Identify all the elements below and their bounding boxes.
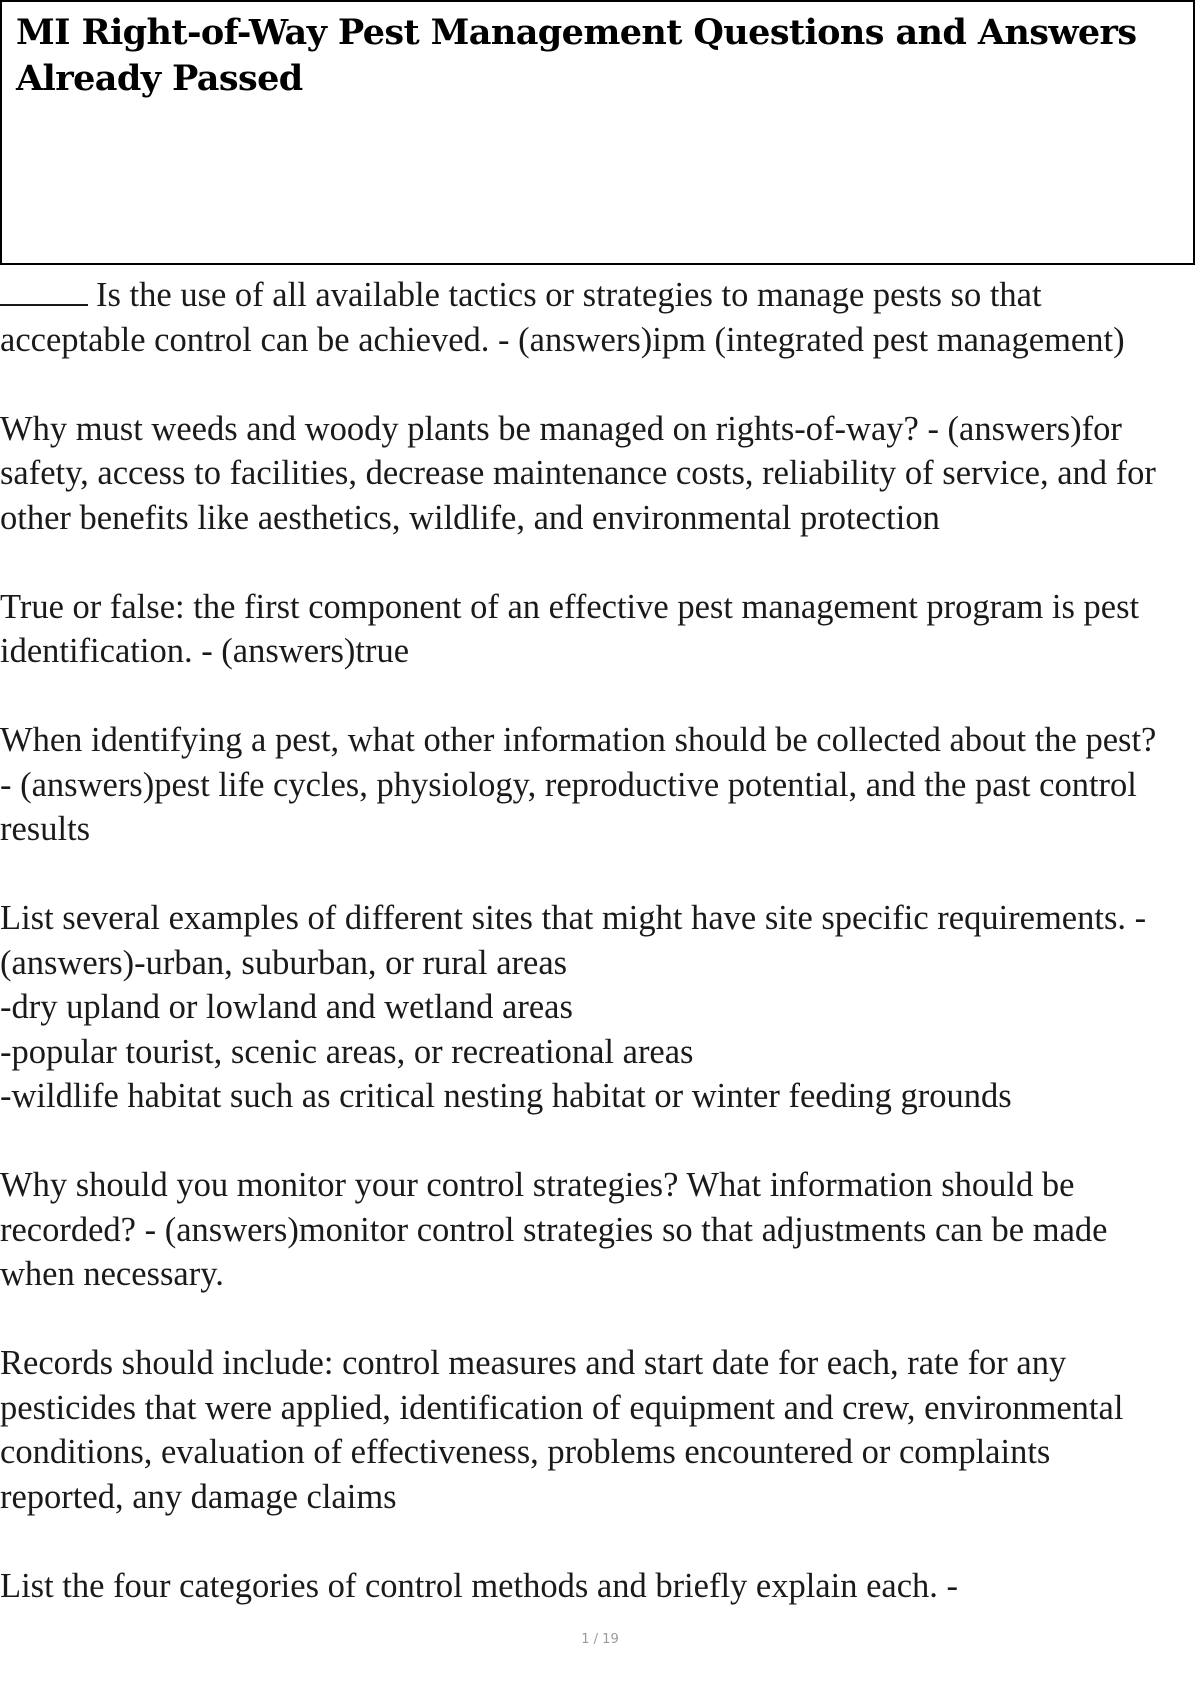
qa-item [0,1163,1195,1297]
fill-in-blank [0,274,88,306]
qa-item [0,585,1195,674]
text-line: identification. - (answers)true [0,632,410,670]
qa-item [0,1564,1195,1609]
text-line: -popular tourist, scenic areas, or recreational areas [0,1032,694,1071]
text-line: reported, any damage claims [0,1477,397,1516]
text-line: -wildlife habitat such as critical nesting habitat or winter feeding grounds [0,1077,1012,1115]
document-title [16,10,1179,102]
text-line: recorded? - (answers)monitor control strategies so that adjustments can be made [0,1210,1108,1249]
title-box [0,0,1195,265]
text-line: pesticides that were applied, identification of equipment and crew, environmental [0,1388,1124,1427]
text-line: when necessary. [0,1255,224,1293]
qa-item [0,718,1195,852]
document-body [0,273,1195,1653]
text-line-content: Is the use of all available tactics or strategies to manage pests so that [96,276,1042,314]
text-line: Why should you monitor your control strategies? What information should be [0,1166,1075,1204]
text-line: (answers)-urban, suburban, or rural areas [0,943,568,982]
text-line: List several examples of different sites that might have site specific requirements. - [0,899,1147,937]
text-line [0,273,1195,318]
qa-item [0,896,1195,1119]
text-line: Why must weeds and woody plants be managed on rights-of-way? - (answers)for [0,409,1122,448]
qa-item [0,407,1195,541]
text-line: Records should include: control measures and start date for each, rate for any [0,1344,1067,1382]
text-line: results [0,810,91,848]
text-line: -dry upland or lowland and wetland areas [0,988,573,1026]
text-line: - (answers)pest life cycles, physiology, reproductive potential, and the past control [0,765,1137,804]
title-line: Already Passed [16,58,303,99]
text-line: When identifying a pest, what other information should be collected about the pest? [0,721,1157,759]
text-line: safety, access to facilities, decrease maintenance costs, reliability of service, and for [0,454,1156,492]
qa-item [0,273,1195,362]
text-line: True or false: the first component of an effective pest management program is pest [0,587,1140,626]
qa-item [0,1341,1195,1519]
text-line: other benefits like aesthetics, wildlife, and environmental protection [0,498,940,537]
text-line: List the four categories of control methods and briefly explain each. - [0,1566,958,1605]
text-line: acceptable control can be achieved. - (answers)ipm (integrated pest management) [0,320,1125,359]
page-indicator: 1 / 19 [581,1632,619,1647]
text-line: conditions, evaluation of effectiveness, problems encountered or complaints [0,1433,1051,1471]
title-line: MI Right-of-Way Pest Management Questions and Answers [16,12,1137,53]
